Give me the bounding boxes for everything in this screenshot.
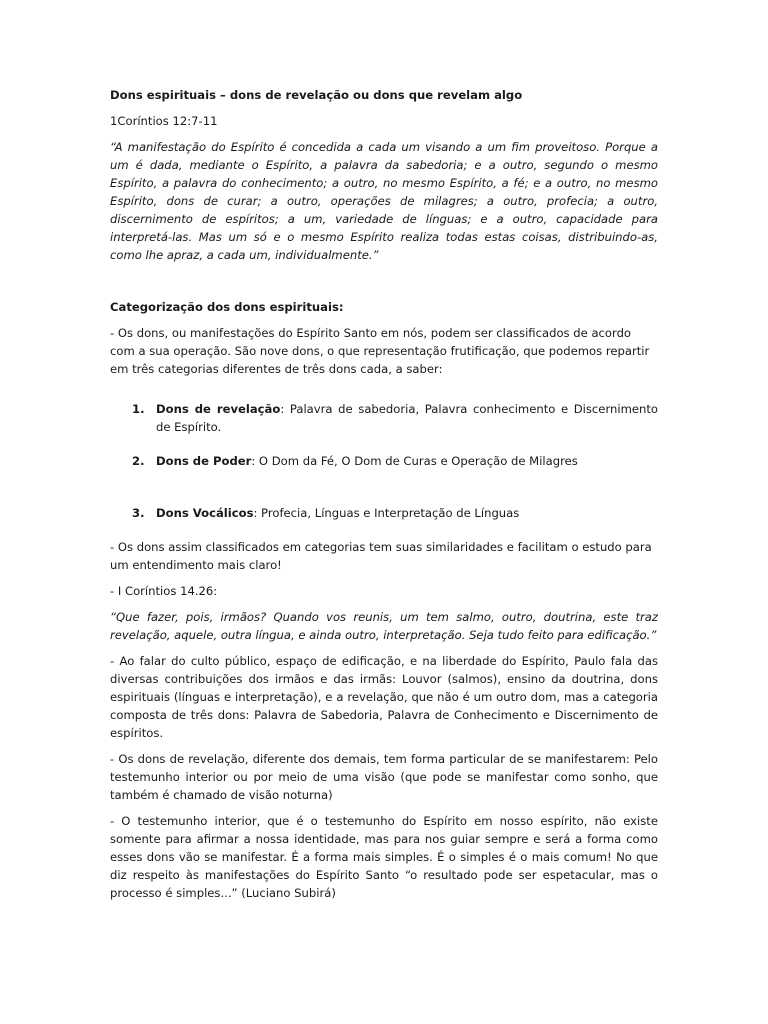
second-quote: “Que fazer, pois, irmãos? Quando vos reunis, um tem salmo, outro, doutrina, este traz revelação, aquele, outra língua, e ainda outro, interpretação. Seja tudo feito para edificação.” <box>110 610 658 642</box>
list-number: 1. <box>132 402 145 416</box>
category-list <box>110 400 658 522</box>
category-description: : Profecia, Línguas e Interpretação de Línguas <box>253 506 520 520</box>
list-item-body <box>156 400 658 436</box>
category-term: Dons de Poder <box>156 454 252 468</box>
document-title: Dons espirituais – dons de revelação ou dons que revelam algo <box>110 88 523 102</box>
category-description: : O Dom da Fé, O Dom de Curas e Operação de Milagres <box>251 454 578 468</box>
second-reference: - I Coríntios 14.26: <box>110 584 218 598</box>
list-item <box>110 504 658 522</box>
scripture-quote: “A manifestação do Espírito é concedida a cada um visando a um fim proveitoso. Porque a um é dada, mediante o Espírito, a palavra da sabedoria; e a outro, segundo o mesmo Espírito, a palavra do conhecimento; a outro, no mesmo Espírito, a fé; e a outro, no mesmo Espírito, dons de curar; a outro, operações de milagres; a outro, profecia; a outro, discernimento de espíritos; a um, variedade de línguas; e a outro, capacidade para interpretá-las. Mas um só e o mesmo Espírito realiza todas estas coisas, distribuindo-as, como lhe apraz, a cada um, individualmente.” <box>110 140 658 262</box>
testimony-paragraph: - O testemunho interior, que é o testemunho do Espírito em nosso espírito, não existe somente para afirmar a nossa identidade, mas para nos guiar sempre e será a forma como esses dons vão se manifestar. É a forma mais simples. É o simples é o mais comum! No que diz respeito às manifestações do Espírito Santo “o resultado pode ser espetacular, mas o processo é simples...” (Luciano Subirá) <box>110 814 658 900</box>
category-term: Dons Vocálicos <box>156 506 254 520</box>
list-number: 2. <box>132 454 145 468</box>
list-number: 3. <box>132 506 145 520</box>
category-term: Dons de revelação <box>156 402 281 416</box>
category-description: : Palavra de sabedoria, Palavra conhecimento e Discernimento de Espírito. <box>156 402 658 434</box>
list-item-body <box>156 452 658 470</box>
list-item <box>110 400 658 436</box>
scripture-reference: 1Coríntios 12:7-11 <box>110 114 218 128</box>
worship-paragraph: - Ao falar do culto público, espaço de edificação, e na liberdade do Espírito, Paulo fala das diversas contribuições dos irmãos e das irmãs: Louvor (salmos), ensino da doutrina, dons espirituais (línguas e interpretação), e a revelação, que não é um outro dom, mas a categoria composta de três dons: Palavra de Sabedoria, Palavra de Conhecimento e Discernimento de espíritos. <box>110 654 658 740</box>
list-item <box>110 452 658 470</box>
intro-paragraph: - Os dons, ou manifestações do Espírito Santo em nós, podem ser classificados de acordo com a sua operação. São nove dons, o que representação frutificação, que podemos repartir em três categorias diferentes de três dons cada, a saber: <box>110 326 650 376</box>
similarity-paragraph: - Os dons assim classificados em categorias tem suas similaridades e facilitam o estudo para um entendimento mais claro! <box>110 540 652 572</box>
revelation-paragraph: - Os dons de revelação, diferente dos demais, tem forma particular de se manifestarem: Pelo testemunho interior ou por meio de uma visão (que pode se manifestar como sonho, que também é chamado de visão noturna) <box>110 752 658 802</box>
section-heading: Categorização dos dons espirituais: <box>110 300 344 314</box>
list-item-body <box>156 504 658 522</box>
